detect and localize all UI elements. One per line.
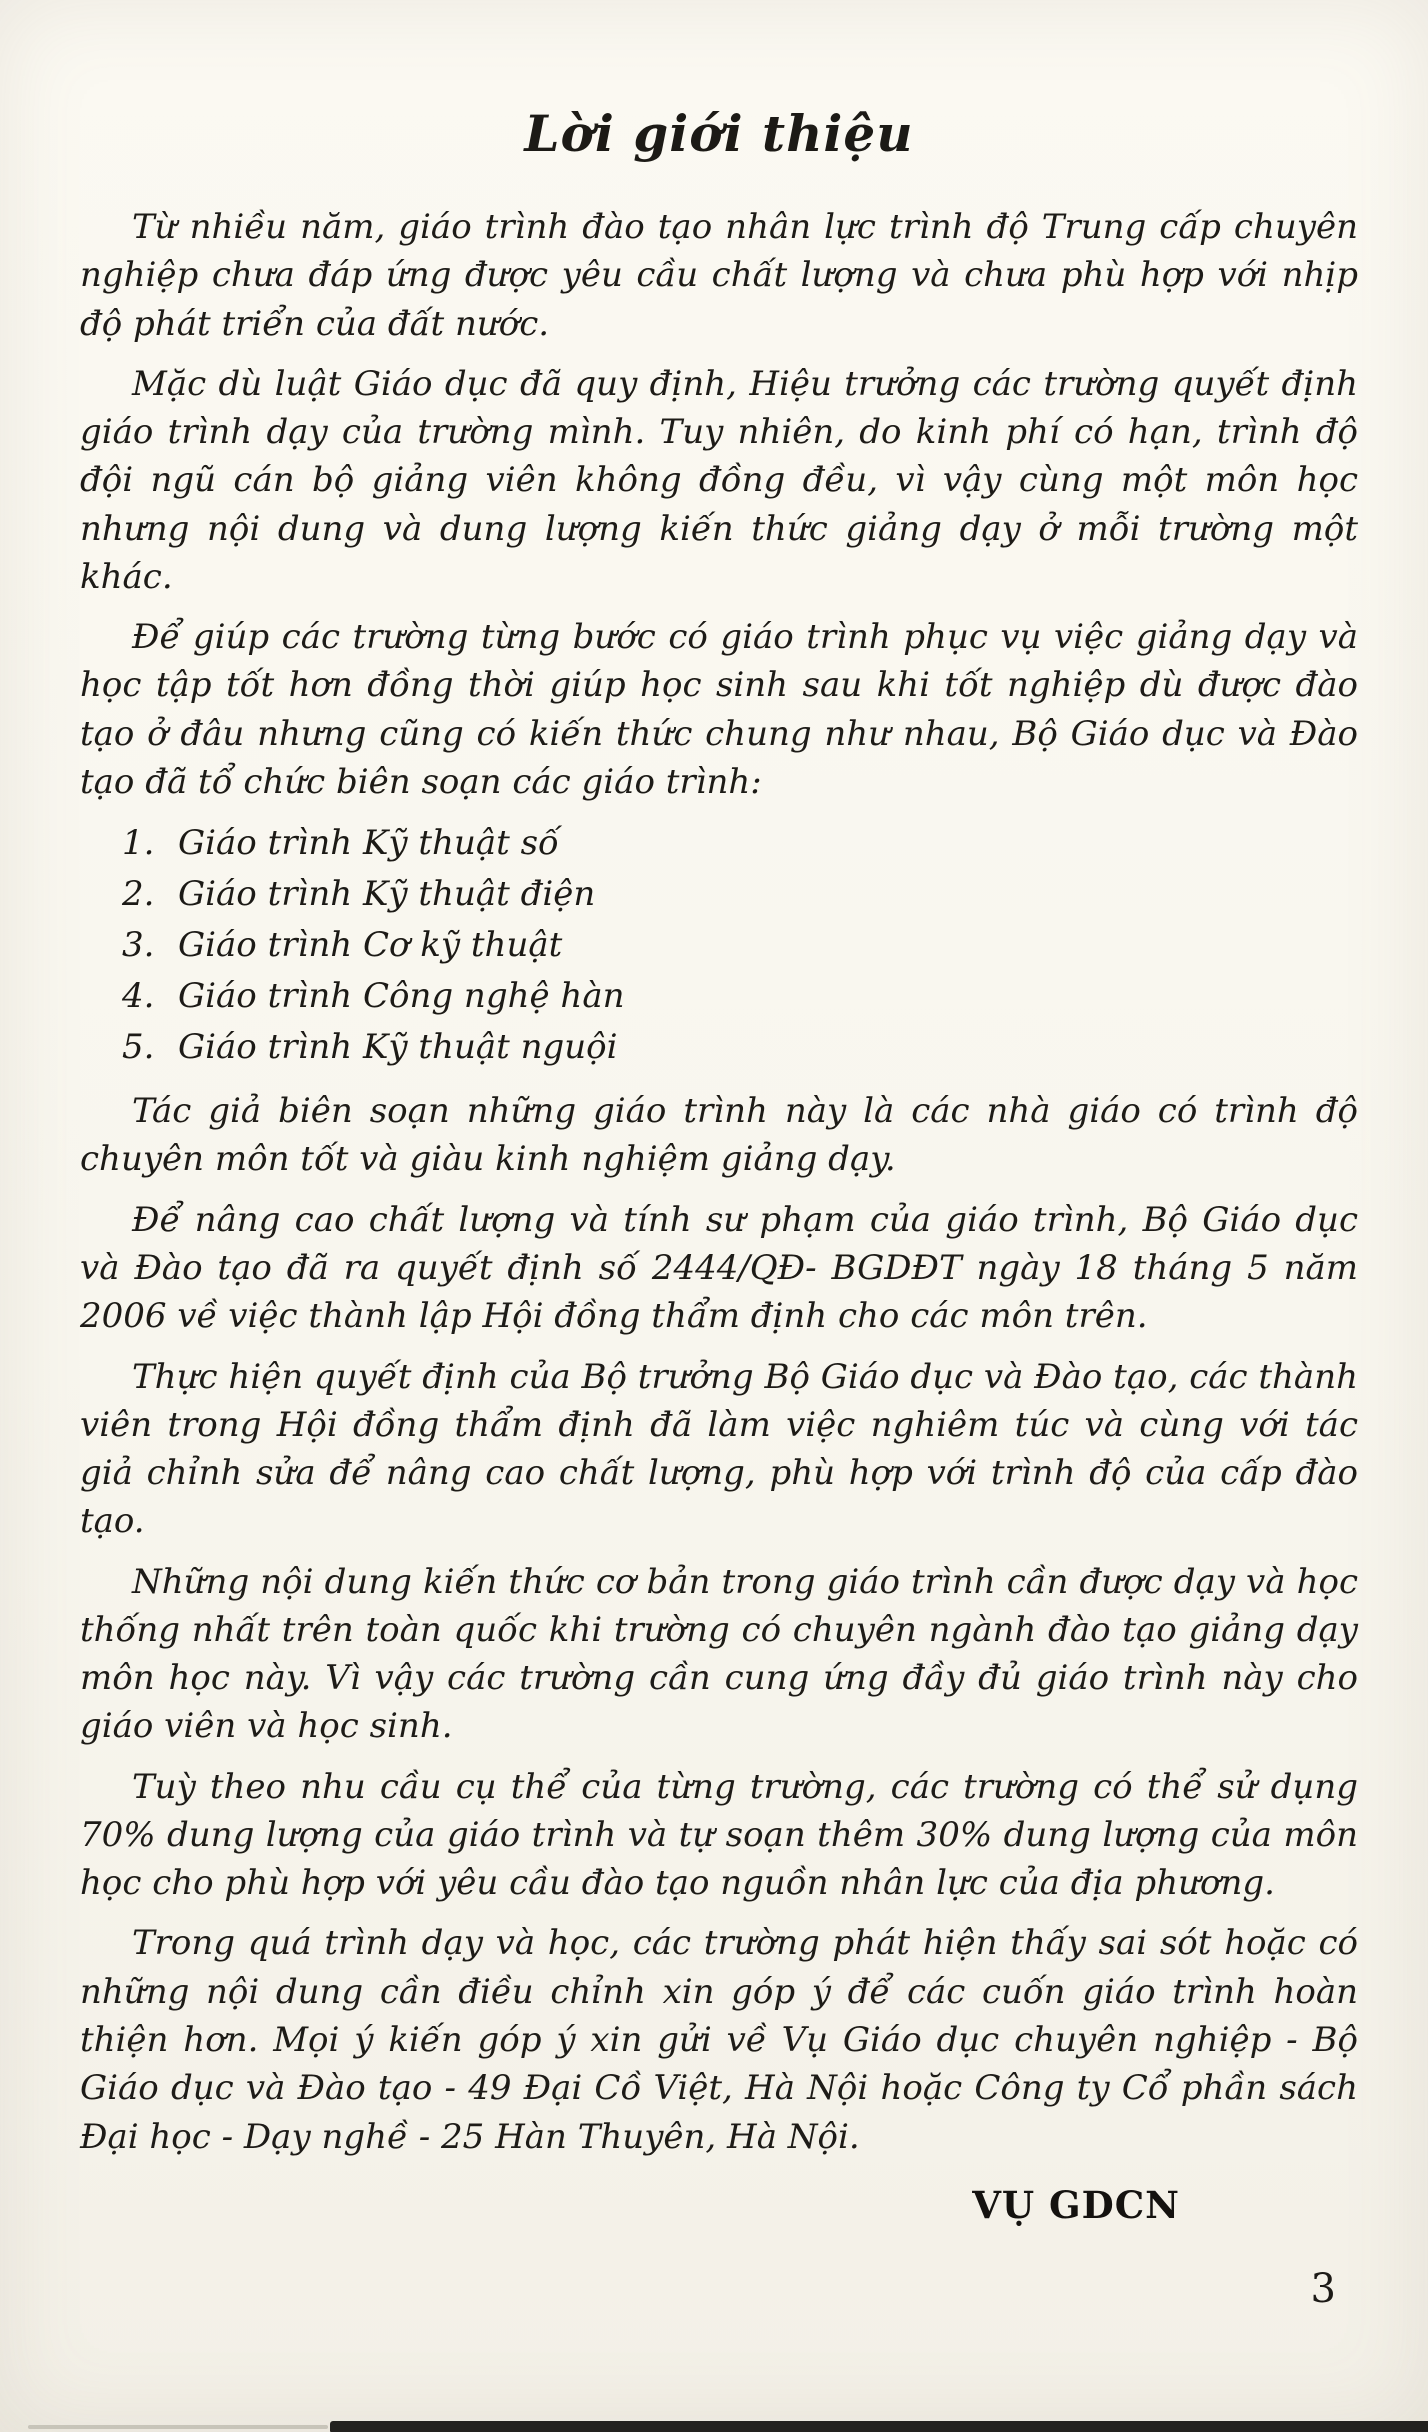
scan-edge-bottom-left [28,2425,328,2429]
paragraph-8: Tuỳ theo nhu cầu cụ thể của từng trường, các trường có thể sử dụng 70% dung lượng của giáo trình và tự soạn thêm 30% dung lượng của môn học cho phù hợp với yêu cầu đào tạo nguồn nhân lực của địa phương. [80,1766,1358,1904]
list-text: Giáo trình Kỹ thuật nguội [178,1027,618,1068]
list-text: Giáo trình Kỹ thuật số [178,823,559,864]
list-text: Giáo trình Cơ kỹ thuật [178,925,563,966]
list-number: 3. [122,925,155,966]
scan-edge-bottom [330,2421,1428,2432]
paragraph-4: Tác giả biên soạn những giáo trình này là các nhà giáo có trình độ chuyên môn tốt và giàu kinh nghiệm giảng dạy. [80,1091,1358,1180]
paragraph-7: Những nội dung kiến thức cơ bản trong giáo trình cần được dạy và học thống nhất trên toàn quốc khi trường có chuyên ngành đào tạo giảng dạy môn học này. Vì vậy các trường cần cung ứng đầy đủ giáo trình này cho giáo viên và học sinh. [80,1561,1358,1747]
list-item [122,1022,1358,1073]
paragraph-9: Trong quá trình dạy và học, các trường phát hiện thấy sai sót hoặc có những nội dung cần điều chỉnh xin góp ý để các cuốn giáo trình hoàn thiện hơn. Mọi ý kiến góp ý xin gửi về Vụ Giáo dục chuyên nghiệp - Bộ Giáo dục và Đào tạo - 49 Đại Cồ Việt, Hà Nội hoặc Công ty Cổ phần sách Đại học - Dạy nghề - 25 Hàn Thuyên, Hà Nội. [80,1923,1358,2157]
signature: VỤ GDCN [972,2182,1180,2227]
book-list [122,818,1358,1073]
list-number: 1. [122,823,155,864]
page-content [80,104,1358,2227]
list-text: Giáo trình Kỹ thuật điện [178,874,596,915]
paragraph-3: Để giúp các trường từng bước có giáo trình phục vụ việc giảng dạy và học tập tốt hơn đồng thời giúp học sinh sau khi tốt nghiệp dù được đào tạo ở đâu nhưng cũng có kiến thức chung như nhau, Bộ Giáo dục và Đào tạo đã tổ chức biên soạn các giáo trình: [80,617,1358,802]
paragraph-6: Thực hiện quyết định của Bộ trưởng Bộ Giáo dục và Đào tạo, các thành viên trong Hội đồng thẩm định đã làm việc nghiêm túc và cùng với tác giả chỉnh sửa để nâng cao chất lượng, phù hợp với trình độ của cấp đào tạo. [80,1356,1358,1542]
list-item [122,971,1358,1022]
list-item [122,818,1358,869]
paragraph-2: Mặc dù luật Giáo dục đã quy định, Hiệu trưởng các trường quyết định giáo trình dạy của trường mình. Tuy nhiên, do kinh phí có hạn, trình độ đội ngũ cán bộ giảng viên không đồng đều, vì vậy cùng một môn học nhưng nội dung và dung lượng kiến thức giảng dạy ở mỗi trường một khác. [80,363,1358,597]
list-item [122,920,1358,971]
list-item [122,869,1358,920]
paragraph-1: Từ nhiều năm, giáo trình đào tạo nhân lực trình độ Trung cấp chuyên nghiệp chưa đáp ứng được yêu cầu chất lượng và chưa phù hợp với nhịp độ phát triển của đất nước. [80,207,1358,344]
list-text: Giáo trình Công nghệ hàn [178,976,625,1017]
page-title: Lời giới thiệu [524,104,914,163]
paragraph-5: Để nâng cao chất lượng và tính sư phạm của giáo trình, Bộ Giáo dục và Đào tạo đã ra quyết định số 2444/QĐ- BGDĐT ngày 18 tháng 5 năm 2006 về việc thành lập Hội đồng thẩm định cho các môn trên. [80,1199,1358,1337]
list-number: 4. [122,976,155,1017]
page-number: 3 [1310,2266,1336,2312]
list-number: 2. [122,874,155,915]
list-number: 5. [122,1027,155,1068]
